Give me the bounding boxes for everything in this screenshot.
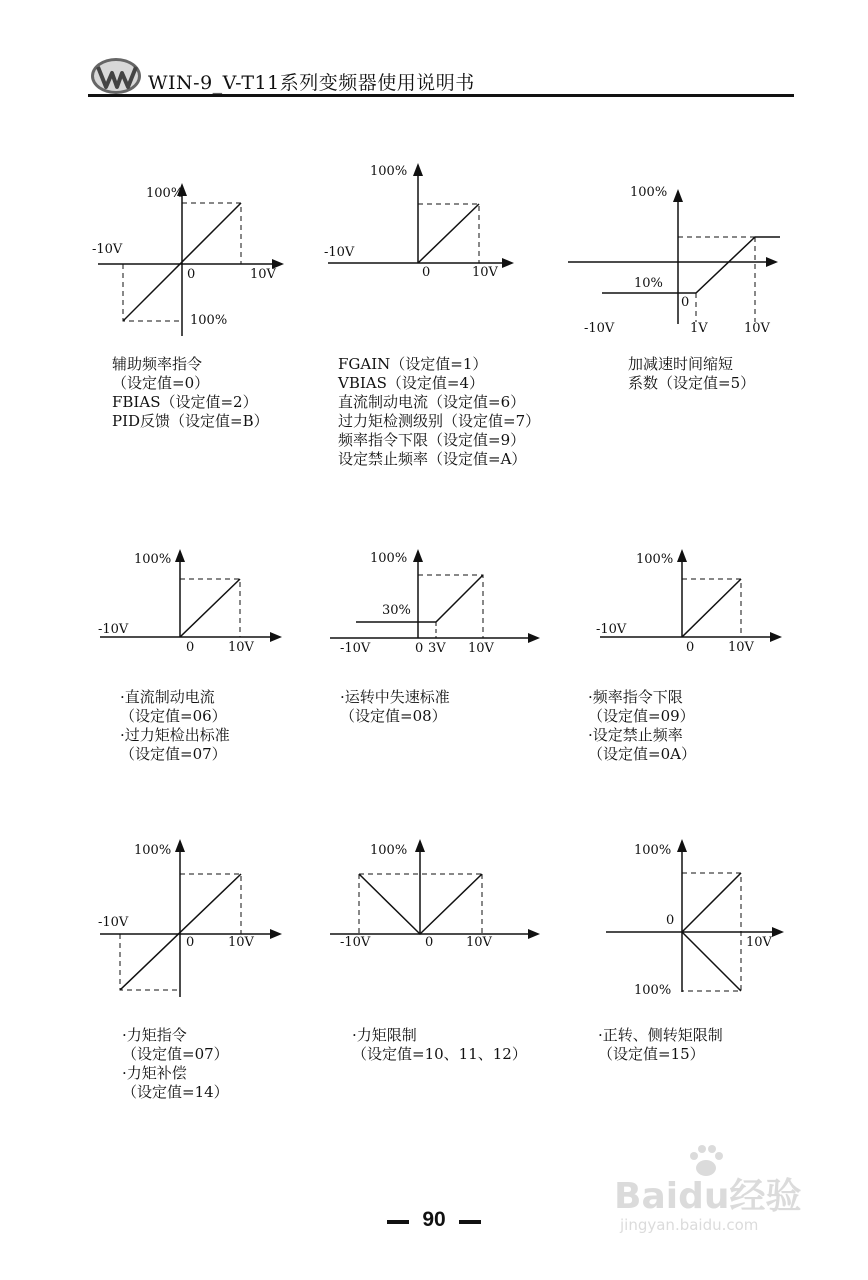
document-title: WIN-9_V-T11系列变频器使用说明书 bbox=[148, 72, 475, 94]
label-10v: 10V bbox=[746, 935, 772, 950]
caption-7-line-4: （设定值=14） bbox=[122, 1083, 229, 1101]
label-origin: 0 bbox=[686, 640, 695, 655]
caption-3 bbox=[628, 355, 755, 393]
graph-torque-command bbox=[96, 832, 326, 1032]
label-100pct-top: 100% bbox=[146, 186, 184, 201]
label-origin: 0 bbox=[186, 640, 195, 655]
label-100pct: 100% bbox=[370, 551, 408, 566]
label-neg10v: -10V bbox=[340, 641, 371, 656]
graph-torque-limit bbox=[326, 832, 556, 1032]
label-origin: 0 bbox=[422, 265, 431, 280]
caption-1 bbox=[112, 355, 269, 431]
caption-2-line-6: 设定禁止频率（设定值=A） bbox=[338, 450, 527, 468]
label-neg10v: -10V bbox=[596, 622, 627, 637]
caption-3-line-2: 系数（设定值=5） bbox=[628, 374, 756, 392]
caption-2-line-4: 过力矩检测级别（设定值=7） bbox=[338, 412, 541, 430]
label-100pct: 100% bbox=[630, 185, 668, 200]
caption-5-line-2: （设定值=08） bbox=[340, 707, 447, 725]
graph-9-svg bbox=[596, 832, 826, 1032]
brand-logo bbox=[90, 56, 144, 96]
caption-6-line-4: （设定值=0A） bbox=[588, 745, 696, 763]
graph-forward-reverse-torque-limit bbox=[596, 832, 826, 1032]
watermark-url: jingyan.baidu.com bbox=[620, 1216, 759, 1234]
label-10pct: 10% bbox=[634, 276, 663, 291]
graph-8-svg bbox=[326, 832, 556, 1032]
label-neg10v: -10V bbox=[98, 622, 129, 637]
label-origin: 0 bbox=[186, 935, 195, 950]
label-100pct-bottom: 100% bbox=[634, 983, 672, 998]
caption-1-line-2: （设定值=0） bbox=[112, 374, 210, 392]
label-10v: 10V bbox=[468, 641, 494, 656]
caption-7-line-2: （设定值=07） bbox=[122, 1045, 229, 1063]
label-neg10v: -10V bbox=[584, 321, 615, 336]
caption-8-line-1: ·力矩限制 bbox=[352, 1026, 417, 1044]
label-10v: 10V bbox=[228, 640, 254, 655]
caption-3-line-1: 加减速时间缩短 bbox=[628, 355, 734, 373]
label-100pct-bottom: 100% bbox=[190, 313, 228, 328]
caption-4-line-1: ·直流制动电流 bbox=[120, 688, 215, 706]
label-neg10v: -10V bbox=[92, 242, 123, 257]
caption-7-line-3: ·力矩补偿 bbox=[122, 1064, 187, 1082]
graph-7-svg bbox=[96, 832, 326, 1032]
graph-1-svg bbox=[88, 168, 318, 368]
caption-6-line-3: ·设定禁止频率 bbox=[588, 726, 683, 744]
caption-5 bbox=[340, 688, 450, 726]
page-number: 90 bbox=[422, 1208, 446, 1231]
caption-8-line-2: （设定值=10、11、12） bbox=[352, 1045, 527, 1063]
page-header bbox=[88, 50, 794, 100]
graph-accel-decel-coefficient bbox=[562, 174, 792, 374]
label-10v: 10V bbox=[728, 640, 754, 655]
label-100pct: 100% bbox=[134, 552, 172, 567]
left-arrow-icon bbox=[387, 1220, 409, 1224]
label-10v: 10V bbox=[744, 321, 770, 336]
caption-2-line-2: VBIAS（设定值=4） bbox=[338, 374, 485, 392]
watermark-brand: Baidu经验 bbox=[614, 1176, 802, 1217]
caption-2-line-5: 频率指令下限（设定值=9） bbox=[338, 431, 526, 449]
label-neg10v: -10V bbox=[340, 935, 371, 950]
label-30pct: 30% bbox=[382, 603, 411, 618]
header-rule bbox=[88, 94, 794, 97]
caption-4 bbox=[120, 688, 230, 764]
label-10v: 10V bbox=[228, 935, 254, 950]
label-100pct: 100% bbox=[134, 843, 172, 858]
label-10v: 10V bbox=[472, 265, 498, 280]
caption-4-line-2: （设定值=06） bbox=[120, 707, 227, 725]
label-origin: 0 bbox=[415, 641, 424, 656]
caption-9-line-2: （设定值=15） bbox=[598, 1045, 705, 1063]
graph-fgain bbox=[318, 150, 548, 350]
label-100pct-top: 100% bbox=[634, 843, 672, 858]
caption-8 bbox=[352, 1026, 527, 1064]
caption-4-line-4: （设定值=07） bbox=[120, 745, 227, 763]
caption-1-line-1: 辅助频率指令 bbox=[112, 355, 203, 373]
label-10v: 10V bbox=[466, 935, 492, 950]
right-arrow-icon bbox=[459, 1220, 481, 1224]
label-origin: 0 bbox=[425, 935, 434, 950]
label-100pct: 100% bbox=[636, 552, 674, 567]
graph-auxiliary-frequency bbox=[88, 168, 318, 368]
caption-7-line-1: ·力矩指令 bbox=[122, 1026, 187, 1044]
label-origin: 0 bbox=[666, 913, 675, 928]
label-3v: 3V bbox=[428, 641, 446, 656]
caption-9 bbox=[598, 1026, 723, 1064]
caption-6 bbox=[588, 688, 696, 764]
caption-1-line-4: PID反馈（设定值=B） bbox=[112, 412, 269, 430]
caption-7 bbox=[122, 1026, 229, 1102]
caption-9-line-1: ·正转、侧转矩限制 bbox=[598, 1026, 723, 1044]
label-origin: 0 bbox=[681, 295, 690, 310]
caption-4-line-3: ·过力矩检出标准 bbox=[120, 726, 230, 744]
caption-6-line-1: ·频率指令下限 bbox=[588, 688, 683, 706]
caption-2-line-1: FGAIN（设定值=1） bbox=[338, 355, 488, 373]
graph-3-svg bbox=[562, 174, 792, 374]
label-100pct: 100% bbox=[370, 843, 408, 858]
label-neg10v: -10V bbox=[324, 245, 355, 260]
label-1v: 1V bbox=[690, 321, 708, 336]
caption-2-line-3: 直流制动电流（设定值=6） bbox=[338, 393, 526, 411]
label-10v: 10V bbox=[250, 267, 276, 282]
label-origin: 0 bbox=[187, 267, 196, 282]
caption-2 bbox=[338, 355, 540, 469]
caption-5-line-1: ·运转中失速标准 bbox=[340, 688, 450, 706]
label-100pct: 100% bbox=[370, 164, 408, 179]
caption-1-line-3: FBIAS（设定值=2） bbox=[112, 393, 258, 411]
page-footer bbox=[0, 1208, 868, 1232]
caption-6-line-2: （设定值=09） bbox=[588, 707, 695, 725]
label-neg10v: -10V bbox=[98, 915, 129, 930]
